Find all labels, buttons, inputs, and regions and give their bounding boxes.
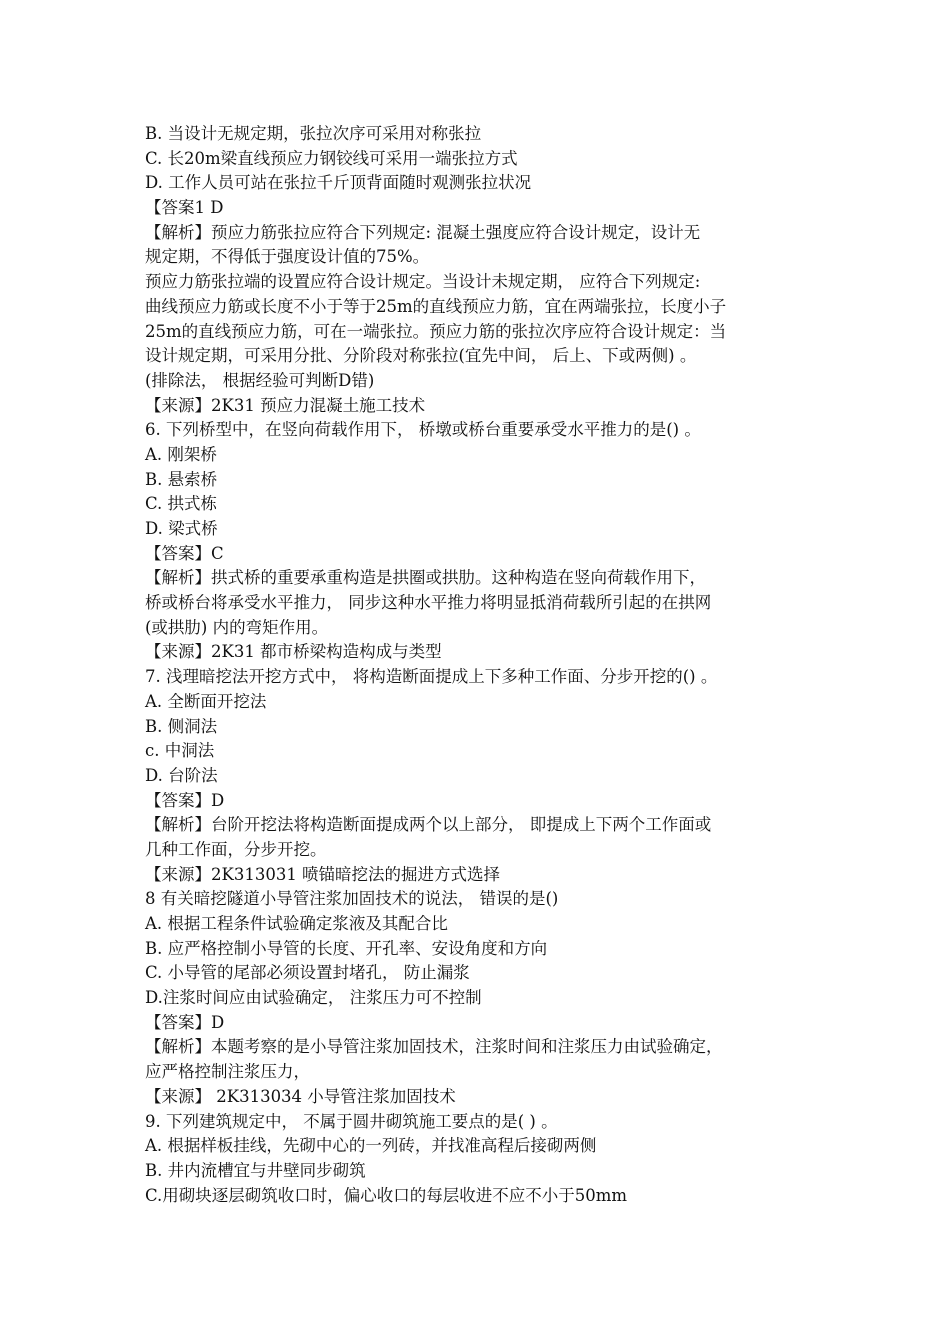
text-line: c. 中洞法 (145, 741, 215, 761)
text-line: 6. 下列桥型中，在竖向荷载作用下， 桥墩或桥台重要承受水平推力的是() 。 (145, 420, 701, 440)
text-line: 7. 浅理暗挖法开挖方式中， 将构造断面提成上下多种工作面、分步开挖的() 。 (145, 667, 718, 687)
text-line: D. 梁式桥 (145, 519, 218, 538)
text-line: D.注浆时间应由试验确定， 注浆压力可不控制 (145, 988, 482, 1008)
text-line: 应严格控制注浆压力， (145, 1062, 310, 1082)
text-line: 规定期，不得低于强度设计值的75%。 (145, 247, 430, 267)
text-line: 曲线预应力筋或长度不小于等于25m的直线预应力筋，宜在两端张拉，长度小子 (145, 296, 727, 316)
text-line: (或拱肋) 内的弯矩作用。 (145, 617, 329, 637)
text-line: 【答案】D (145, 1012, 225, 1032)
text-line: A. 全断面开挖法 (145, 691, 267, 711)
text-line: 【解析】拱式桥的重要承重构造是拱圈或拱肋。这种构造在竖向荷载作用下， (145, 568, 706, 588)
text-line: 桥或桥台将承受水平推力， 同步这种水平推力将明显抵消荷载所引起的在拱网 (145, 593, 712, 613)
text-line: D. 台阶法 (145, 765, 218, 785)
text-line: C. 拱式栋 (145, 494, 218, 514)
text-line: 几种工作面，分步开挖。 (145, 839, 327, 859)
text-line: C. 长20m梁直线预应力钢铰线可采用一端张拉方式 (145, 148, 518, 168)
text-line: A. 根据工程条件试验确定浆液及其配合比 (145, 914, 448, 933)
text-line: 【答案1 D (145, 198, 224, 218)
text-line: 预应力筋张拉端的设置应符合设计规定。当设计未规定期， 应符合下列规定: (145, 272, 701, 292)
document-body (145, 122, 835, 1208)
text-line: 【答案】D (145, 790, 225, 810)
text-line: 【解析】本题考察的是小导管注浆加固技术，注浆时间和注浆压力由试验确定， (145, 1037, 723, 1057)
text-line: B. 井内流槽宜与井壁同步砌筑 (145, 1160, 366, 1180)
text-line: C. 小导管的尾部必须设置封堵孔， 防止漏浆 (145, 963, 470, 983)
text-line: B. 悬索桥 (145, 469, 218, 489)
text-line: 9. 下列建筑规定中， 不属于圆井砌筑施工要点的是( ) 。 (145, 1111, 558, 1131)
text-line: C.用砌块逐层砌筑收口时，偏心收口的每层收进不应不小于50mm (145, 1185, 628, 1205)
text-line: 【来源】2K31 预应力混凝土施工技术 (145, 395, 426, 415)
text-line: B. 应严格控制小导管的长度、开孔率、安设角度和方向 (145, 938, 548, 958)
text-line: 【答案】C (145, 543, 224, 563)
text-line: B. 当设计无规定期，张拉次序可采用对称张拉 (145, 124, 482, 143)
text-line: A. 根据样板挂线，先砌中心的一列砖，并找准高程后接砌两侧 (145, 1136, 597, 1156)
text-line: 【来源】2K313031 喷锚暗挖法的掘进方式选择 (145, 864, 501, 884)
text-line: B. 侧洞法 (145, 716, 218, 736)
text-line: D. 工作人员可站在张拉千斤顶背面随时观测张拉状况 (145, 173, 532, 193)
text-line: 25m的直线预应力筋，可在一端张拉。预应力筋的张拉次序应符合设计规定：当 (145, 321, 727, 341)
text-line: 【来源】2K31 都市桥梁构造构成与类型 (145, 642, 442, 662)
text-line: (排除法， 根据经验可判断D错) (145, 370, 375, 390)
text-line: 设计规定期，可采用分批、分阶段对称张拉(宜先中间， 后上、下或两侧) 。 (145, 346, 697, 366)
text-line: 【来源】 2K313034 小导管注浆加固技术 (145, 1086, 456, 1106)
text-line: 【解析】台阶开挖法将构造断面提成两个以上部分， 即提成上下两个工作面或 (145, 815, 712, 835)
text-line: 【解析】预应力筋张拉应符合下列规定: 混凝土强度应符合设计规定，设计无 (145, 222, 701, 242)
text-line: 8 有关暗挖隧道小导管注浆加固技术的说法， 错误的是() (145, 889, 559, 909)
text-line: A. 刚架桥 (145, 444, 217, 464)
